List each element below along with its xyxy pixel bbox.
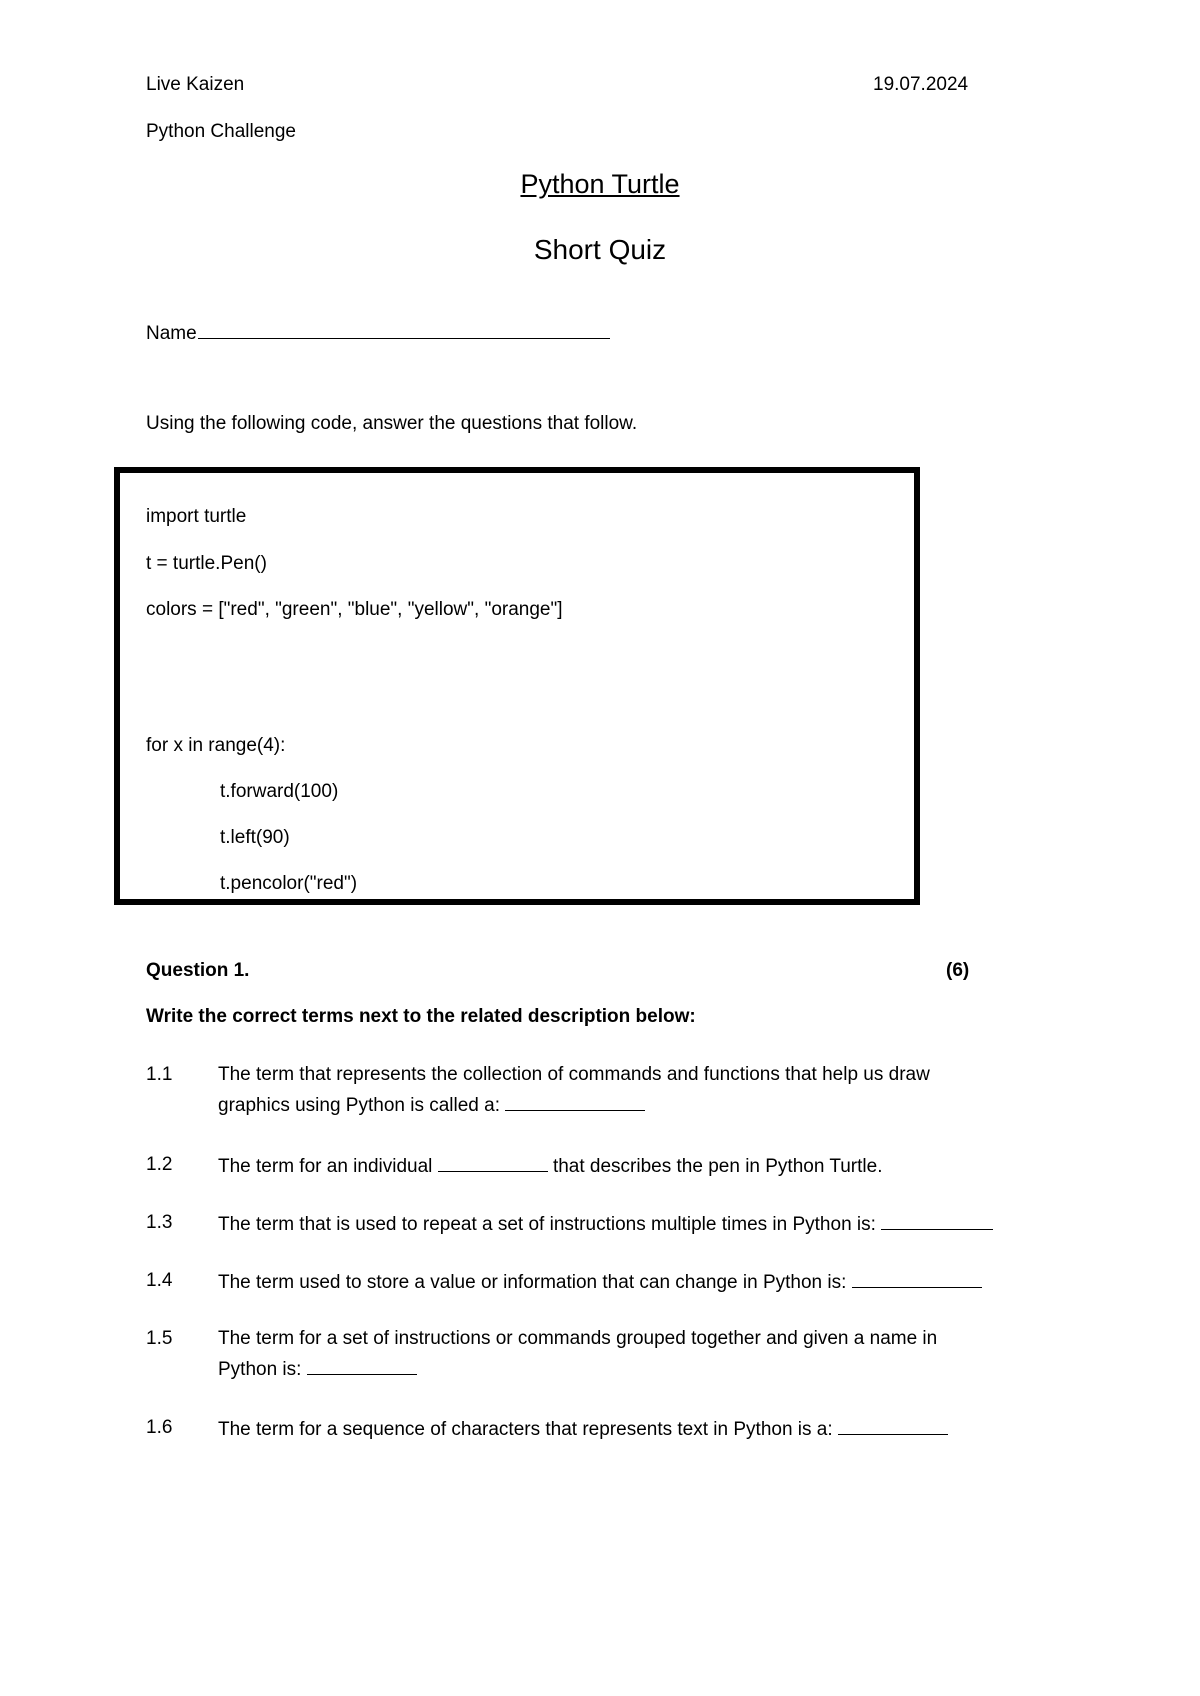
code-line: for x in range(4): [146,735,286,756]
intro-text: Using the following code, answer the questions that follow. [146,413,638,434]
question-heading: Question 1. [146,960,250,981]
code-line: import turtle [146,506,247,527]
item-text: that describes the pen in Python Turtle. [552,1156,883,1177]
page-title: Python Turtle [520,169,680,199]
code-line: t.pencolor("red") [220,873,358,894]
code-line: t.forward(100) [220,781,339,802]
answer-blank[interactable] [438,1153,548,1172]
question-instruction: Write the correct terms next to the related description below: [146,1006,696,1027]
question-marks: (6) [946,960,970,981]
item-number: 1.5 [146,1328,173,1349]
code-box [114,467,920,905]
answer-blank[interactable] [852,1269,982,1288]
item-number: 1.6 [146,1417,173,1438]
code-line: colors = ["red", "green", "blue", "yellow", "orange"] [146,599,563,620]
question-item-1-3 [218,1211,1068,1237]
item-number: 1.1 [146,1064,173,1085]
document-date: 19.07.2024 [873,74,969,95]
challenge-name: Python Challenge [146,121,296,142]
name-blank-line[interactable] [198,320,610,339]
code-line: t.left(90) [220,827,290,848]
question-item-1-4 [218,1269,1068,1295]
item-number: 1.2 [146,1154,173,1175]
answer-blank[interactable] [881,1211,993,1230]
item-text: The term for a set of instructions or commands grouped together and given a name in [218,1328,938,1349]
item-text: The term that represents the collection of commands and functions that help us draw [218,1064,930,1085]
code-line: t = turtle.Pen() [146,553,267,574]
item-text: The term used to store a value or information that can change in Python is: [218,1272,847,1293]
item-text: The term for an individual [218,1156,433,1177]
company-name: Live Kaizen [146,74,245,95]
question-item-1-1 [218,1063,1068,1118]
name-field[interactable] [146,320,610,346]
answer-blank[interactable] [505,1092,645,1111]
item-text: The term for a sequence of characters that represents text in Python is a: [218,1419,833,1440]
page-subtitle: Short Quiz [533,234,667,265]
item-text: The term that is used to repeat a set of instructions multiple times in Python is: [218,1214,876,1235]
item-text: Python is: [218,1359,302,1380]
answer-blank[interactable] [838,1416,948,1435]
question-item-1-5 [218,1327,1068,1382]
name-label: Name [146,323,197,344]
answer-blank[interactable] [307,1356,417,1375]
question-item-1-6 [218,1416,1068,1442]
item-number: 1.4 [146,1270,173,1291]
item-text: graphics using Python is called a: [218,1095,500,1116]
question-item-1-2 [218,1153,1068,1179]
item-number: 1.3 [146,1212,173,1233]
